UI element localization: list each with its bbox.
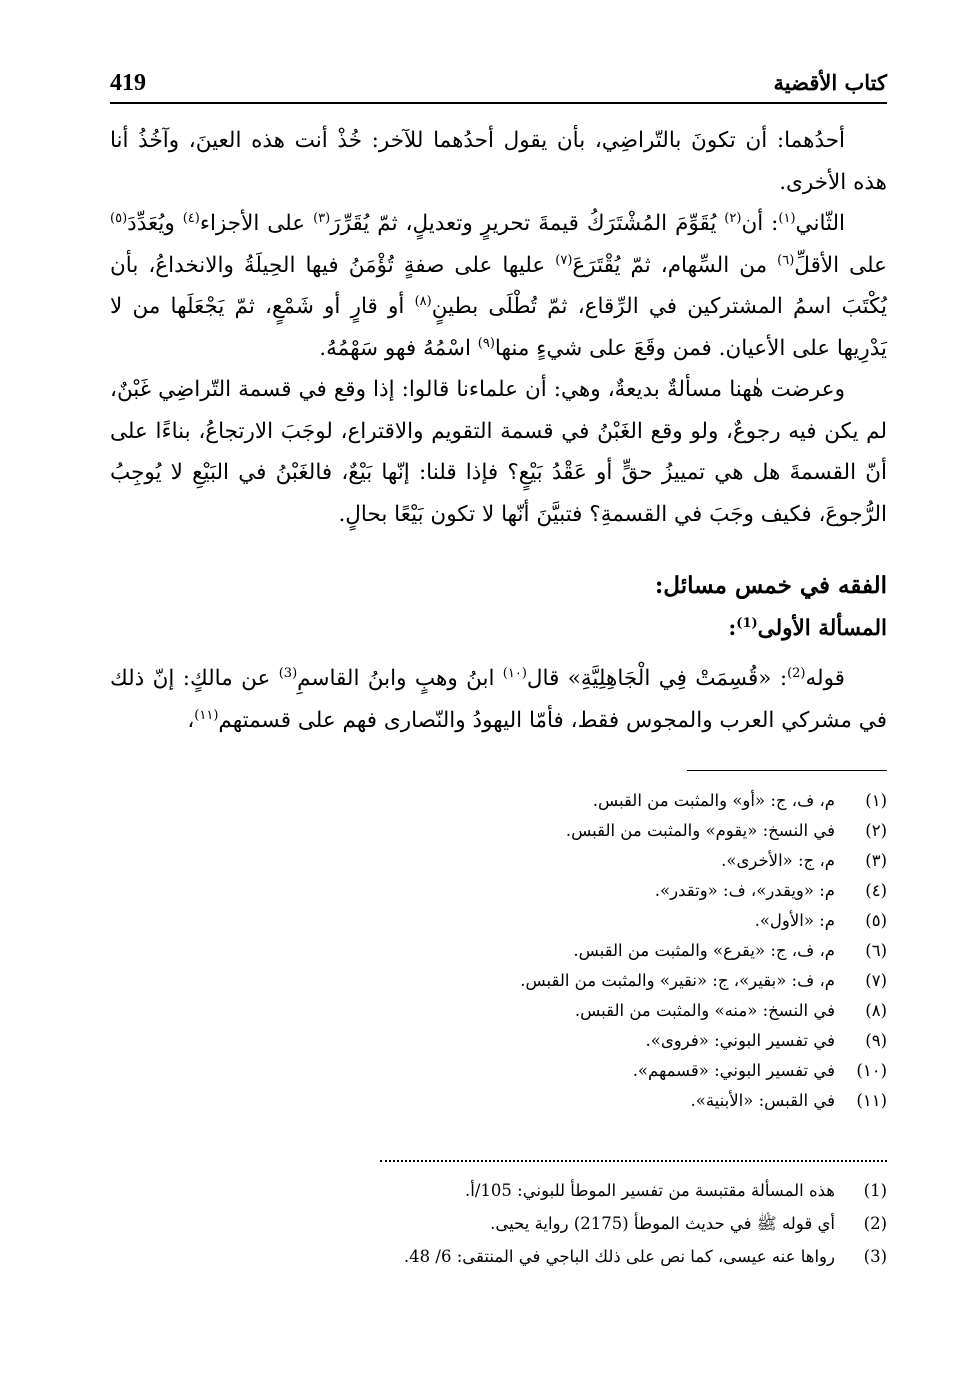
footnote-marker: (٢) [724,211,742,226]
footnote-text: م، ج: «الأخرى». [721,851,835,870]
running-title: كتاب الأقضية [773,70,887,95]
footnote-item [110,846,887,876]
page-number: 419 [110,70,146,96]
footnote-text: في القبس: «الأبنية». [690,1091,835,1110]
footnote-item [110,906,887,936]
text-run: من السِّهام، ثمّ يُقْتَرَعَ [572,252,778,278]
editor-note-item [110,1240,887,1273]
text-run: : أن [741,211,779,236]
manuscript-footnotes [110,786,887,1116]
footnote-marker: (2) [787,666,806,681]
quote-paragraph [110,658,887,741]
footnote-item [110,996,887,1026]
footnote-text: في تفسير البوني: «فروى». [645,1031,835,1050]
footnote-text: م، ف، ج: «أو» والمثبت من القبس. [592,791,835,810]
footnote-text: في النسخ: «منه» والمثبت من القبس. [574,1001,835,1020]
footnote-text: م: «ويقدر»، ف: «وتقدر». [654,881,835,900]
sub-heading-text: المسألة الأولى [757,616,887,641]
sub-heading [728,616,887,641]
footnote-marker: (3) [278,666,298,681]
footnote-marker: (١٠) [502,666,527,681]
header-rule [110,102,887,104]
paragraph-text: أحدُهما: أن تكونَ بالتّراضِي، بأن يقول أحدُهما للآخر: خُذْ أنت هذه العينَ، وآخُذُ أنا هذه الأخرى. [110,128,887,195]
footnote-marker: (٦) [777,252,795,268]
footnote-number: (٨) [865,1001,887,1020]
page-header [110,62,887,106]
text-run: قوله [805,666,845,691]
text-run: اسْمُهُ فهو سَهْمُهُ. [319,335,478,361]
footnote-item [110,966,887,996]
footnote-text: م، ف: «بقير»، ج: «نقير» والمثبت من القبس. [520,971,835,990]
footnote-text: في تفسير البوني: «قسمهم». [632,1061,835,1080]
footnote-number: (١٠) [856,1061,887,1080]
main-text [110,120,887,535]
footnote-item [110,1056,887,1086]
footnote-marker: (٥) [110,211,128,226]
footnote-number: (١١) [856,1091,887,1110]
section-heading: الفقه في خمس مسائل: [654,572,887,599]
text-run: ابنُ وهبٍ وابنُ القاسمِ [297,666,503,691]
footnote-item [110,816,887,846]
editor-footnotes [110,1174,887,1273]
editor-note-number: (2) [863,1214,887,1233]
paragraph-text: وعرضت هٰهنا مسألةٌ بديعةٌ، وهي: أن علماءنا قالوا: إذا وقع في قسمة التّراضِي غَبْنٌ، لم يكن فيه رجوعٌ، ولو وقع الغَبْنُ في قسمة التقويم والاقتراع، لوجَبَ الارتجاعُ، بناءًا على أنّ القسمةَ هل هي تمييزُ حقٍّ أو عَقْدُ بَيْعٍ؟ فإذا قلنا: إنّها بَيْعٌ، فالغَبْنُ في البَيْعِ لا يُوجِبُ الرُّجوعَ، فكيف وجَبَ في القسمةِ؟ فتبيَّنَ أنّها لا تكون بَيْعًا بحالٍ. [110,377,887,527]
footnote-number: (٢) [865,821,887,840]
text-run: عن مالكٍ: إنّ ذلك في مشركي العرب والمجوس فقط، فأمّا اليهودُ والنّصارى فهم على قسمتهم [110,666,887,733]
text-run: عليها على صفةٍ تُؤْمَنُ فيها الحِيلَةُ والانخداعُ، بأن يُكْتَبَ اسمُ المشتركين في الرِّقاع، ثمّ تُطْلَى بطينٍ [110,252,887,319]
editor-note-item [110,1207,887,1240]
footnote-marker: (٣) [313,211,331,226]
text-run: ، [187,707,195,733]
sub-heading-tail: : [728,616,737,641]
footnote-item [110,786,887,816]
footnote-text: في النسخ: «يقوم» والمثبت من القبس. [565,821,835,840]
footnote-number: (٥) [865,911,887,930]
footnote-marker: (1) [736,616,758,631]
footnote-item [110,936,887,966]
editor-note-text: أي قوله ﷺ في حديث الموطأ (2175) رواية يحيى. [490,1214,835,1233]
footnote-text: م: «الأول». [754,911,835,930]
text-run: الثّاني [795,211,846,236]
footnote-number: (٣) [865,851,887,870]
text-run: : «قُسِمَتْ فِي الْجَاهِلِيَّةِ» قال [526,666,788,691]
footnote-number: (٩) [865,1031,887,1050]
footnote-item [110,876,887,906]
editor-note-text: هذه المسألة مقتبسة من تفسير الموطأ للبوني: 105/أ. [465,1181,835,1200]
footnote-marker: (٩) [477,335,495,351]
footnote-text: م، ف، ج: «يقرع» والمثبت من القبس. [573,941,835,960]
editor-note-number: (1) [863,1181,887,1200]
paragraph-issue [110,369,887,535]
text-run: أو قارٍ أو شَمْعٍ، ثمّ يَجْعَلَها من لا يَدْرِيها على الأعيان. فمن وقَعَ على شيءٍ منها [110,294,887,361]
footnote-marker: (٨) [414,294,432,309]
footnote-item [110,1026,887,1056]
footnote-marker: (٤) [182,211,200,226]
editor-note-item [110,1174,887,1207]
footnote-number: (٤) [865,881,887,900]
footnote-number: (٦) [865,941,887,960]
footnote-number: (٧) [865,971,887,990]
editor-note-number: (3) [863,1247,887,1266]
paragraph-first-method [110,120,887,203]
text-run: على الأجزاء [199,211,314,236]
footnote-marker: (٧) [555,252,573,268]
footnote-item [110,1086,887,1116]
quote-paragraph-text [110,658,887,741]
footnote-number: (١) [865,791,887,810]
dotted-separator [380,1160,887,1162]
footnote-rule [687,770,887,771]
footnote-marker: (١) [778,211,796,226]
text-run: ويُعَدِّدَ [127,211,183,236]
text-run: على الأقلِّ [794,252,887,278]
footnote-marker: (١١) [194,707,219,723]
text-run: يُقَوِّمَ المُشْتَرَكُ قيمةَ تحريرٍ وتعديلٍ، ثمّ يُقَرِّرَ [330,211,725,236]
editor-note-text: رواها عنه عيسى، كما نص على ذلك الباجي في المنتقى: 6/ 48. [403,1247,835,1266]
paragraph-second-method [110,203,887,369]
